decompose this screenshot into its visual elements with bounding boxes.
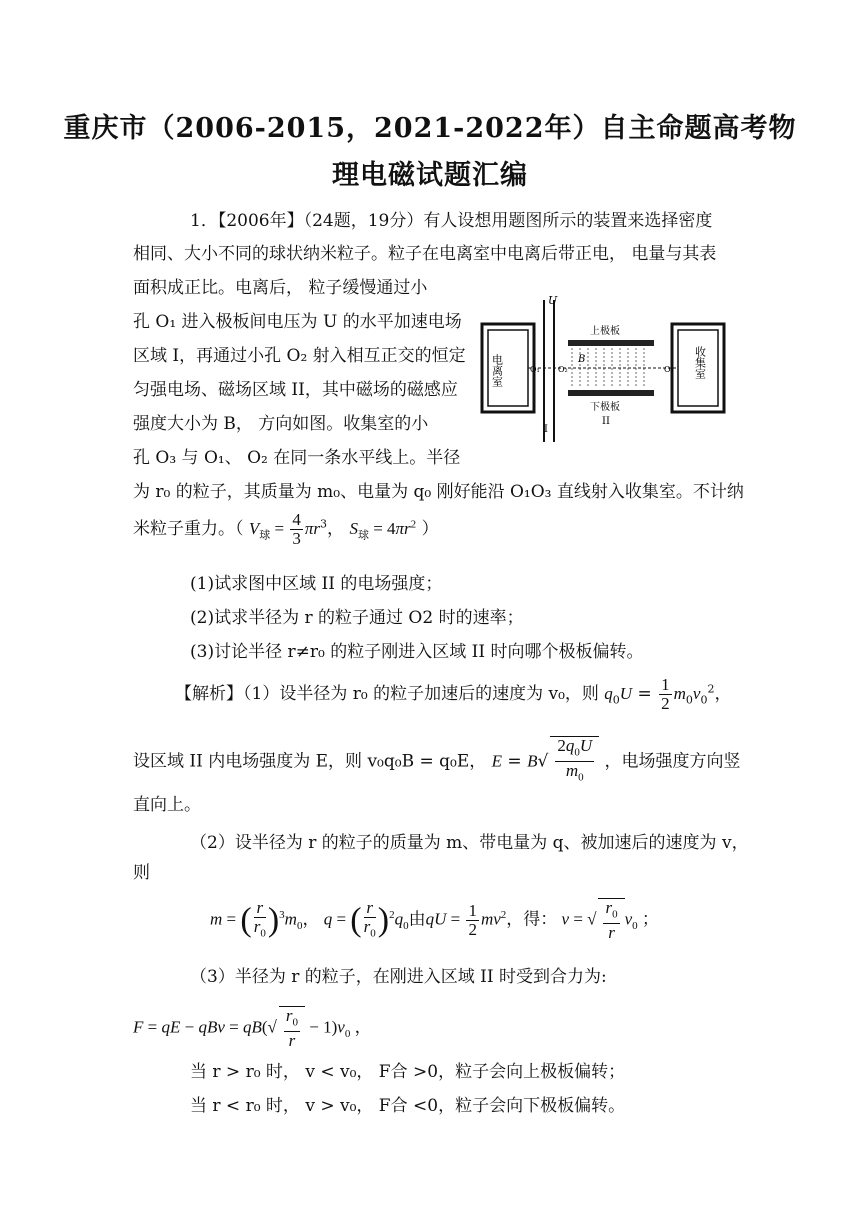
solution-p4: m = ( $\frac{r}{r_0}$ )$^3m_0$， q = ( $\frac{r}{r_0}$ )$^2q_0$由qU = $\frac{1}{2}$ $mv^2$，得： v = √ $\frac{r_0}{r}$ $v_0$ ； [210,898,659,943]
solution-p2: 设区域 II 内电场强度为 E，则 v₀q₀B = q₀E， E = B√ $\frac{2q_0U}{m_0}$ ，电场强度方向竖 [133,736,741,787]
apparatus-figure [478,292,730,442]
document-title-line2: 理电磁试题汇编 [332,160,528,191]
question-intro-line2: 相同、大小不同的球状纳米粒子。粒子在电离室中电离后带正电， 电量与其表 [133,244,717,264]
solution-case-1: 当 r > r₀ 时， v < v₀， F合 >0，粒子会向上极板偏转； [190,1062,626,1082]
solution-header: 【解析】 [175,684,243,704]
area-formula-label: S [349,519,358,538]
sub-question-2: (2)试求半径为 r 的粒子通过 O2 时的速率； [190,608,524,628]
solution-p5: （3）半径为 r 的粒子，在刚进入区域 II 时受到合力为: [190,967,607,987]
formula-prefix: 米粒子重力。（ [133,519,244,539]
solution-p1-text: （1）设半径为 r₀ 的粒子加速后的速度为 v₀，则 [243,684,599,704]
figure-top-plate-label: 上极板 [590,326,620,337]
volume-formula-sub: 球 [259,528,271,542]
figure-region-2-label: II [602,416,610,427]
solution-force-formula: F = qE − qBv = qB(√ $\frac{r_0}{r}$ − $1)v_0$ ， [133,1006,372,1051]
area-formula-sub: 球 [357,528,369,542]
solution-p1: 【解析】（1）设半径为 r₀ 的粒子加速后的速度为 v₀，则 $q_0U$ = $\frac{1}{2}$ $m_0v_0^2$， [175,675,732,713]
volume-formula-label: V [248,519,260,538]
sub-question-3: (3)讨论半径 r≠r₀ 的粒子刚进入区域 II 时向哪个极板偏转。 [190,642,644,662]
fraction-4-3: $\frac{4}{3}$ [292,510,301,548]
question-wrap-line: 匀强电场、磁场区域 II，其中磁场的磁感应 [133,380,458,400]
figure-voltage-label: U [548,294,558,307]
question-after-line1: 为 r₀ 的粒子，其质量为 m₀、电量为 q₀ 刚好能沿 O₁O₃ 直线射入收集室。不计纳 [133,482,744,502]
figure-right-box-label: 收集室 [693,346,707,379]
question-wrap-line: 区域 I，再通过小孔 O₂ 射入相互正交的恒定 [133,346,466,366]
figure-field-label: B [578,354,586,365]
figure-o3-label: O₃ [664,365,674,374]
figure-left-box-label: 电离室 [490,354,504,387]
solution-p3: （2）设半径为 r 的粒子的质量为 m、带电量为 q、被加速后的速度为 v， [190,833,749,853]
solution-p4-get: ，得： [506,909,558,929]
figure-o1-label: O₁ [530,365,540,374]
question-wrap-line: 强度大小为 B， 方向如图。收集室的小 [133,414,429,434]
figure-region-1-label: I [544,424,548,435]
question-intro-line1: 1．【2006年】（24题，19分）有人设想用题图所示的装置来选择密度 [190,211,713,231]
question-intro-line3: 面积成正比。电离后， 粒子缓慢通过小 [133,278,428,298]
document-title-line1: 重庆市（2006-2015，2021-2022年）自主命题高考物 [63,113,797,144]
solution-p4-mid: 由 [408,909,426,929]
figure-o2-label: O₂ [558,365,568,374]
question-wrap-line: 孔 O₁ 进入极板间电压为 U 的水平加速电场 [133,312,462,332]
solution-case-2: 当 r < r₀ 时， v > v₀， F合 <0，粒子会向下极板偏转。 [190,1096,626,1116]
figure-bottom-plate-label: 下极板 [590,402,620,413]
sub-question-1: (1)试求图中区域 II 的电场强度； [190,574,443,594]
solution-p2-end: 直向上。 [133,795,201,815]
solution-p2-text: 设区域 II 内电场强度为 E，则 v₀q₀B = q₀E， [133,751,487,772]
question-wrap-line: 孔 O₃ 与 O₁、 O₂ 在同一条水平线上。半径 [133,448,461,468]
solution-p2-tail: ，电场强度方向竖 [604,751,741,772]
solution-p3-end: 则 [133,863,150,883]
question-after-line2: 米粒子重力。（ $V_球$ = $\frac{4}{3}$ $\pi r^3$， $S_球 = 4\pi r^2$ ） [133,510,439,548]
